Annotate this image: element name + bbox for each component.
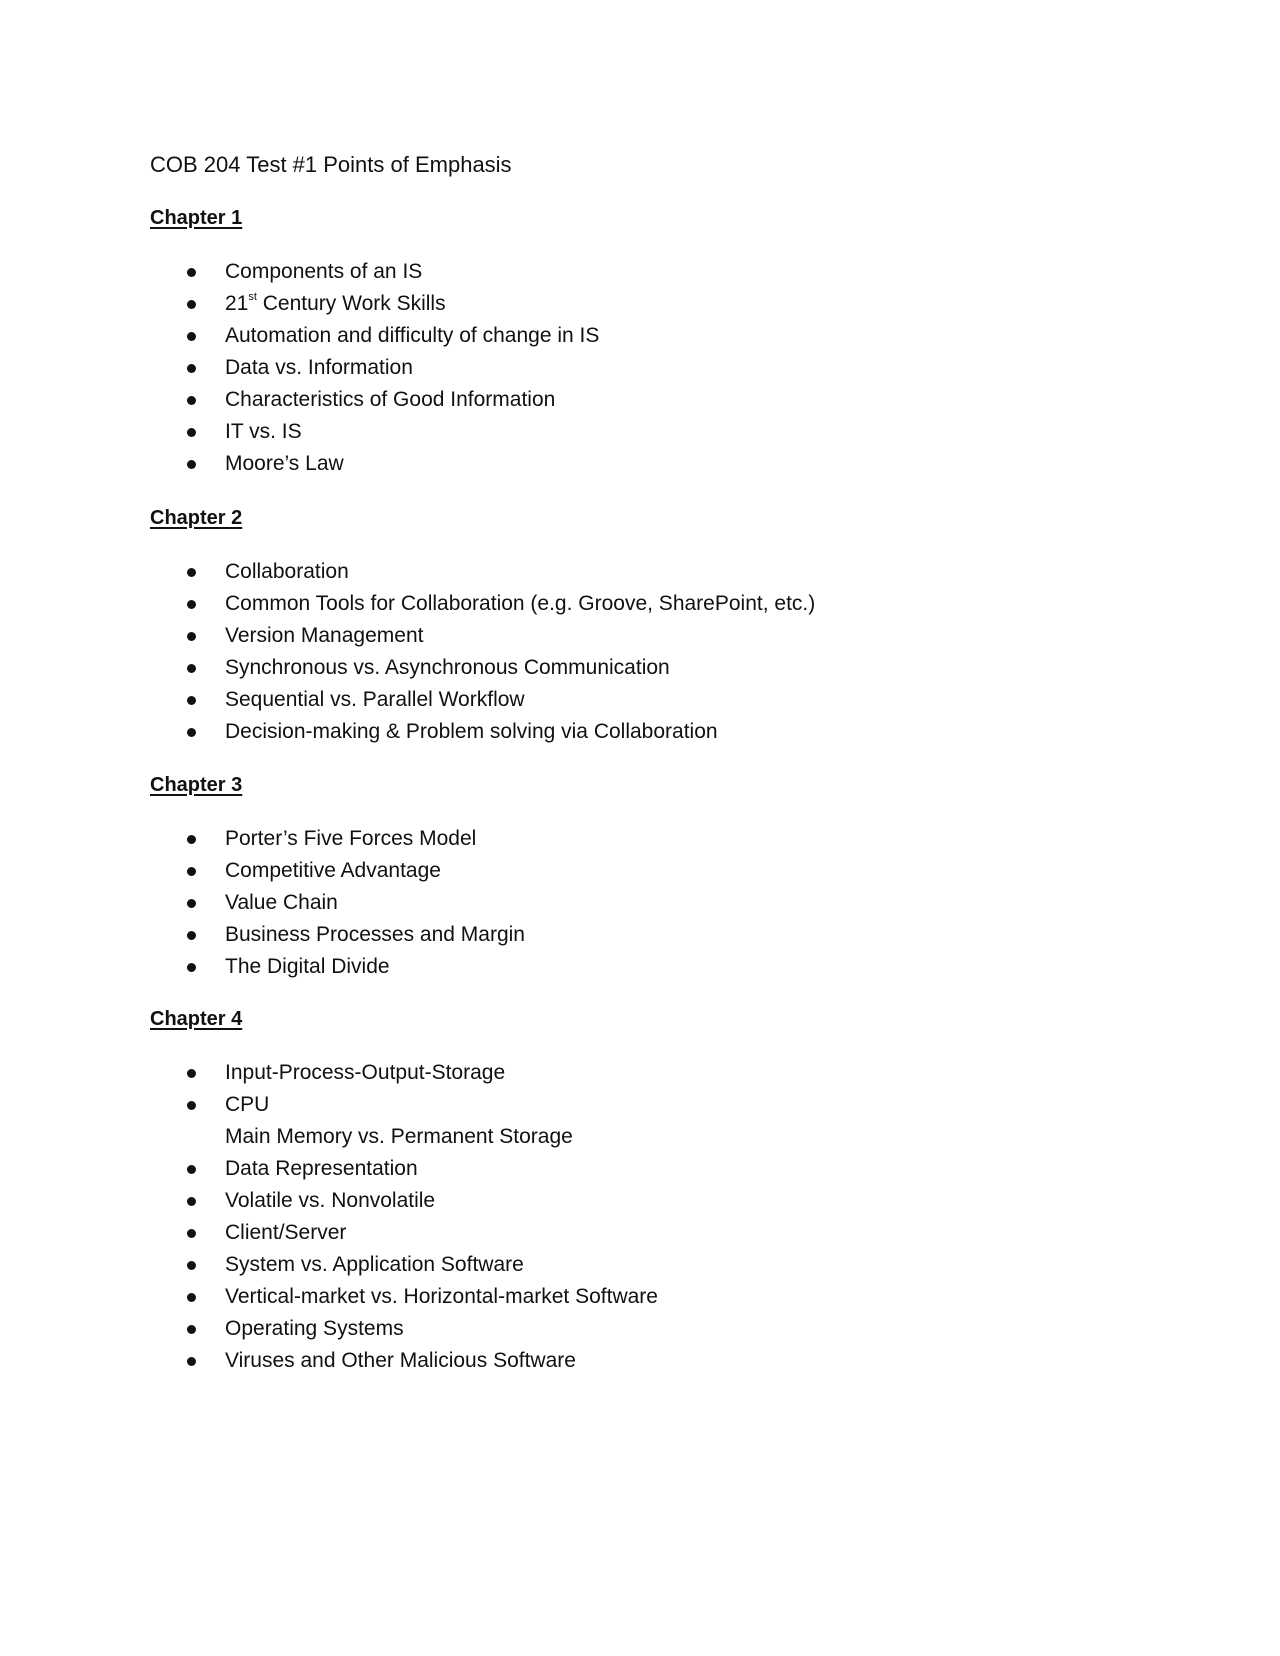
list-item: Data vs. Information — [150, 352, 599, 384]
list-item: Synchronous vs. Asynchronous Communication — [150, 652, 815, 684]
bullet-icon — [187, 1101, 196, 1110]
bullet-icon — [187, 963, 196, 972]
list-item: Components of an IS — [150, 256, 599, 288]
chapter-1-list — [150, 256, 599, 480]
list-item: Moore’s Law — [150, 448, 599, 480]
bullet-icon — [187, 364, 196, 373]
bullet-icon — [187, 332, 196, 341]
bullet-icon — [187, 1069, 196, 1078]
bullet-icon — [187, 1261, 196, 1270]
list-item: Common Tools for Collaboration (e.g. Groove, SharePoint, etc.) — [150, 588, 815, 620]
bullet-icon — [187, 632, 196, 641]
chapter-3-heading: Chapter 3 — [150, 774, 243, 796]
list-item: Vertical-market vs. Horizontal-market Software — [150, 1281, 658, 1313]
list-item: CPU — [150, 1089, 658, 1121]
list-item: Business Processes and Margin — [150, 919, 525, 951]
bullet-icon — [187, 568, 196, 577]
list-item: Viruses and Other Malicious Software — [150, 1345, 658, 1377]
chapter-3-list — [150, 823, 525, 983]
bullet-icon — [187, 1165, 196, 1174]
bullet-icon — [187, 1357, 196, 1366]
list-item: Decision-making & Problem solving via Collaboration — [150, 716, 815, 748]
document-title: COB 204 Test #1 Points of Emphasis — [150, 152, 512, 177]
bullet-icon — [187, 1229, 196, 1238]
bullet-icon — [187, 664, 196, 673]
bullet-icon — [187, 696, 196, 705]
list-item: Input-Process-Output-Storage — [150, 1057, 658, 1089]
list-item: Porter’s Five Forces Model — [150, 823, 525, 855]
bullet-icon — [187, 728, 196, 737]
bullet-icon — [187, 428, 196, 437]
bullet-icon — [187, 867, 196, 876]
list-item: 21st Century Work Skills — [150, 288, 599, 320]
bullet-icon — [187, 835, 196, 844]
bullet-icon — [187, 268, 196, 277]
list-item: The Digital Divide — [150, 951, 525, 983]
bullet-icon — [187, 1197, 196, 1206]
list-item: Main Memory vs. Permanent Storage — [225, 1125, 573, 1148]
list-item: Automation and difficulty of change in IS — [150, 320, 599, 352]
list-item: Characteristics of Good Information — [150, 384, 599, 416]
bullet-icon — [187, 396, 196, 405]
chapter-2-list — [150, 556, 815, 748]
list-item: Sequential vs. Parallel Workflow — [150, 684, 815, 716]
list-item: Client/Server — [150, 1217, 658, 1249]
list-item: Collaboration — [150, 556, 815, 588]
list-item: System vs. Application Software — [150, 1249, 658, 1281]
bullet-icon — [187, 1293, 196, 1302]
chapter-4-list — [150, 1057, 658, 1377]
chapter-2-heading: Chapter 2 — [150, 507, 243, 529]
chapter-4-heading: Chapter 4 — [150, 1008, 243, 1030]
list-item: Version Management — [150, 620, 815, 652]
list-item: Operating Systems — [150, 1313, 658, 1345]
bullet-icon — [187, 899, 196, 908]
list-item: IT vs. IS — [150, 416, 599, 448]
list-item: Volatile vs. Nonvolatile — [150, 1185, 658, 1217]
list-item: Data Representation — [150, 1153, 658, 1185]
chapter-1-heading: Chapter 1 — [150, 207, 243, 229]
list-item: Competitive Advantage — [150, 855, 525, 887]
bullet-icon — [187, 300, 196, 309]
list-item: Value Chain — [150, 887, 525, 919]
bullet-icon — [187, 1325, 196, 1334]
bullet-icon — [187, 460, 196, 469]
bullet-icon — [187, 600, 196, 609]
bullet-icon — [187, 931, 196, 940]
